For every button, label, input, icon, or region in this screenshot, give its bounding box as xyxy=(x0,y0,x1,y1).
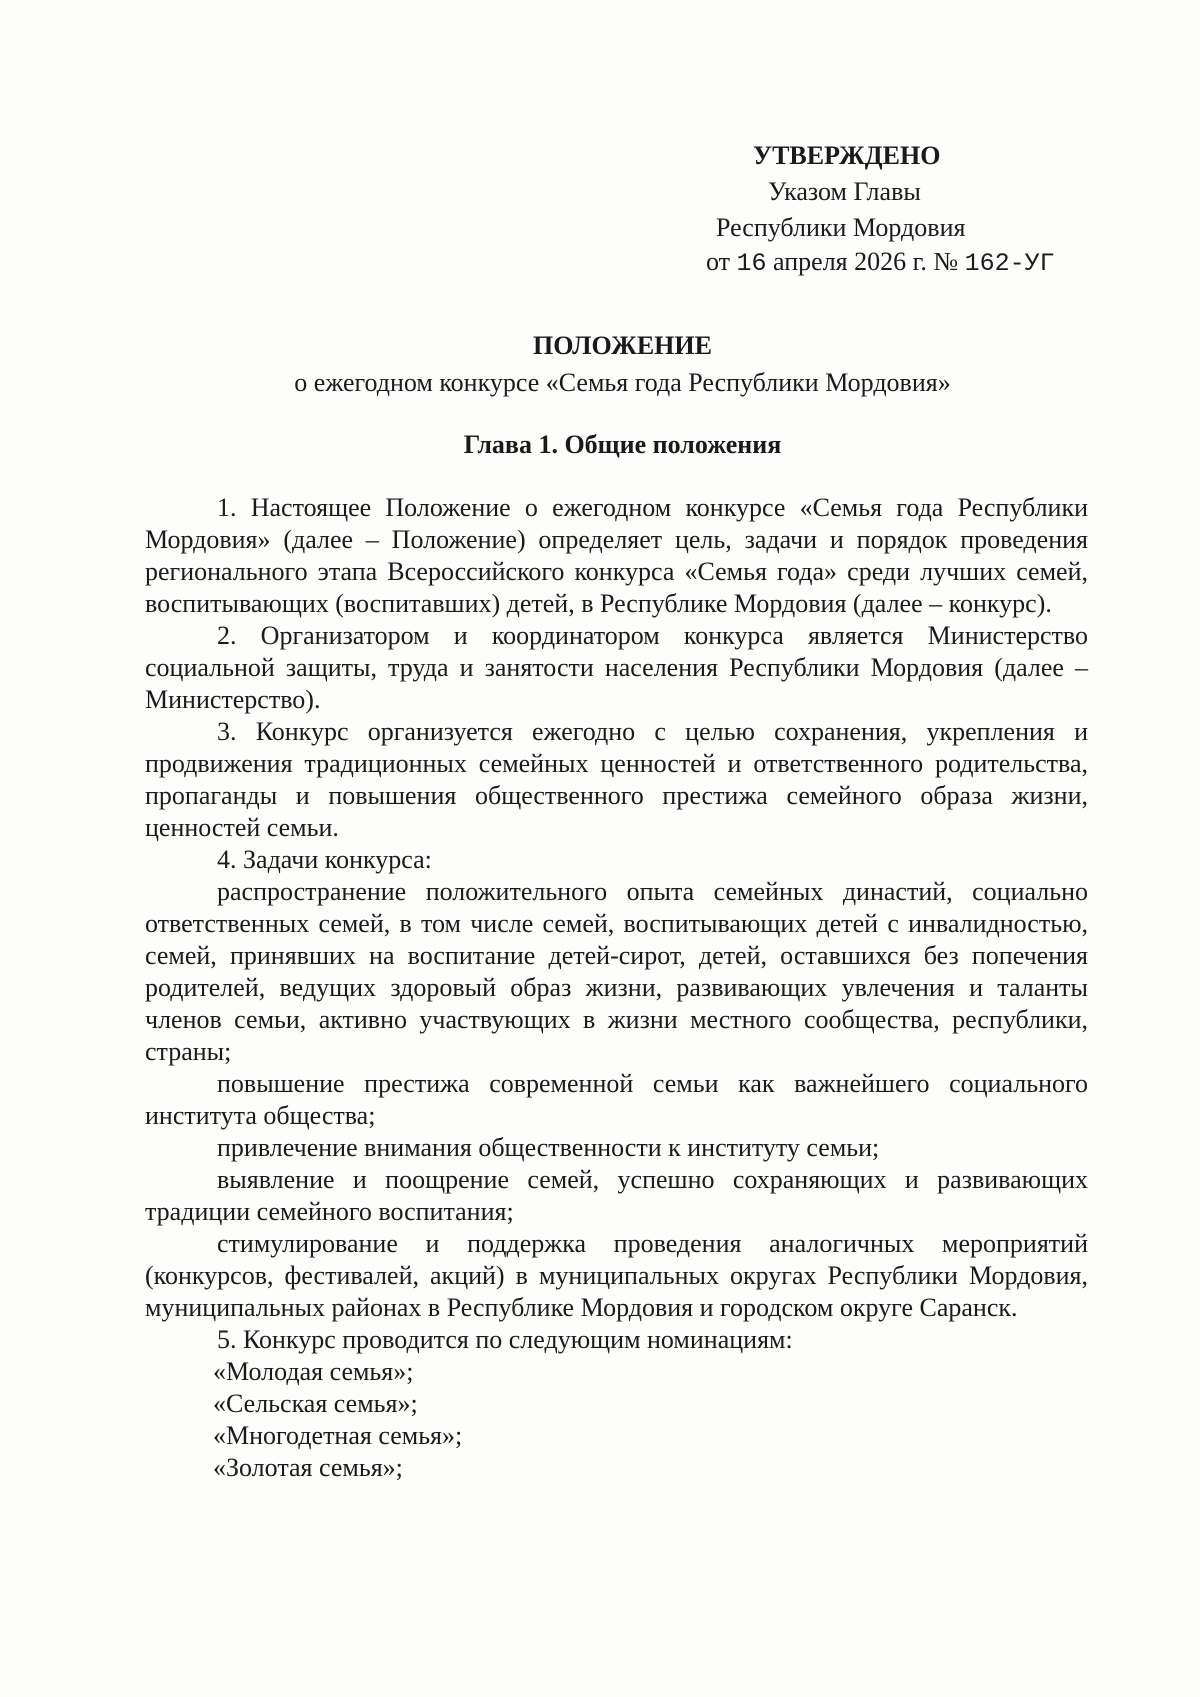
approval-title: УТВЕРЖДЕНО xyxy=(753,141,941,170)
approval-date-rest: апреля 2026 г. № xyxy=(773,247,959,276)
approval-day: 16 xyxy=(736,249,767,278)
document-body xyxy=(145,492,1088,1484)
task-item: стимулирование и поддержка проведения аналогичных мероприятий (конкурсов, фестивалей, акций) в муниципальных округах Республики Мордовия, муниципальных районах в Республике Мордовия и городском округе Саранск. xyxy=(145,1229,1088,1322)
nomination-item: «Многодетная семья»; xyxy=(213,1421,463,1450)
approval-number: 162-УГ xyxy=(964,249,1055,278)
nomination-item: «Молодая семья»; xyxy=(213,1357,414,1386)
nomination-item: «Золотая семья»; xyxy=(213,1453,403,1482)
chapter-heading: Глава 1. Общие положения xyxy=(463,430,782,459)
document-subtitle: о ежегодном конкурсе «Семья года Республики Мордовия» xyxy=(294,368,951,397)
approval-date-line xyxy=(706,246,1055,280)
approval-republic: Республики Мордовия xyxy=(716,213,966,242)
document-title: ПОЛОЖЕНИЕ xyxy=(533,331,712,360)
paragraph-1: 1. Настоящее Положение о ежегодном конкурсе «Семья года Республики Мордовия» (далее – Положение) определяет цель, задачи и порядок проведения регионального этапа Всероссийского конкурса «Семья года» среди лучших семей, воспитывающих (воспитавших) детей, в Республике Мордовия (далее – конкурс). xyxy=(145,493,1088,618)
paragraph-4: 4. Задачи конкурса: xyxy=(217,845,432,874)
approval-decree: Указом Главы xyxy=(768,177,921,206)
task-item: повышение престижа современной семьи как важнейшего социального института общества; xyxy=(145,1069,1088,1130)
approval-date-prefix: от xyxy=(706,247,731,276)
nomination-item: «Сельская семья»; xyxy=(213,1389,418,1418)
paragraph-5: 5. Конкурс проводится по следующим номинациям: xyxy=(217,1325,793,1354)
paragraph-2: 2. Организатором и координатором конкурса является Министерство социальной защиты, труда и занятости населения Республики Мордовия (далее – Министерство). xyxy=(145,621,1088,714)
task-item: привлечение внимания общественности к институту семьи; xyxy=(217,1133,880,1162)
paragraph-3: 3. Конкурс организуется ежегодно с целью сохранения, укрепления и продвижения традиционных семейных ценностей и ответственного родительства, пропаганды и повышения общественного престижа семейного образа жизни, ценностей семьи. xyxy=(145,717,1088,842)
task-item: выявление и поощрение семей, успешно сохраняющих и развивающих традиции семейного воспитания; xyxy=(145,1165,1088,1226)
task-item: распространение положительного опыта семейных династий, социально ответственных семей, в том числе семей, воспитывающих детей с инвалидностью, семей, принявших на воспитание детей-сирот, детей, оставшихся без попечения родителей, ведущих здоровый образ жизни, развивающих увлечения и таланты членов семьи, активно участвующих в жизни местного сообщества, республики, страны; xyxy=(145,877,1088,1066)
